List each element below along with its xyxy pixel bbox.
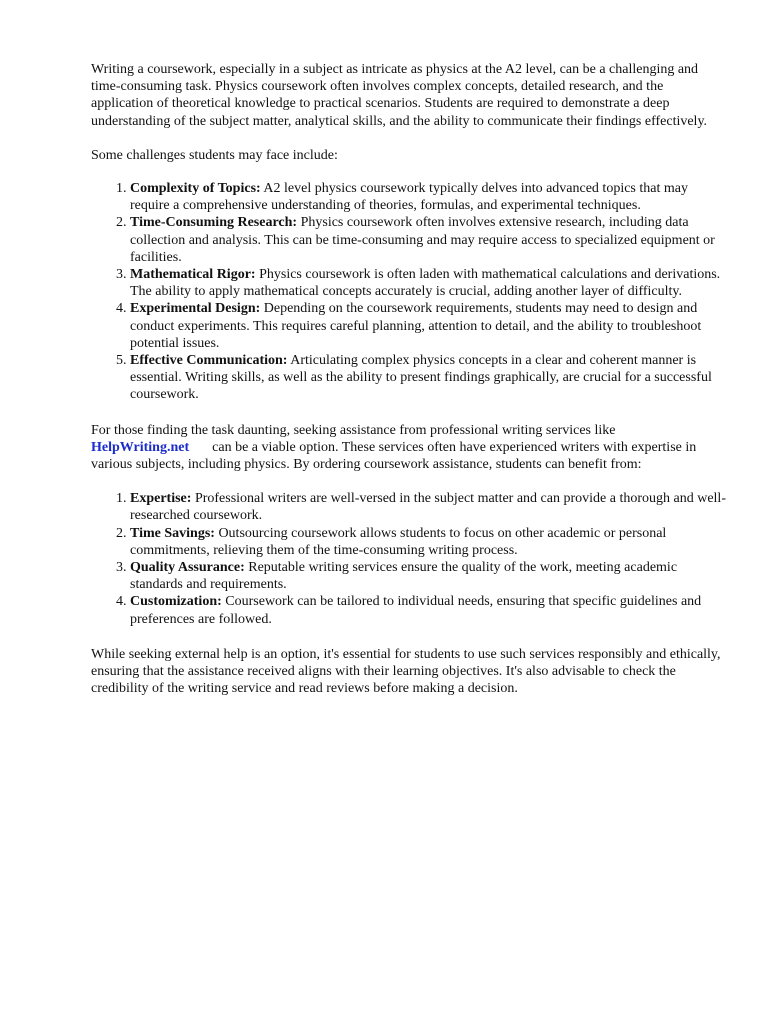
closing-paragraph: While seeking external help is an option, it's essential for students to use such services responsibly and ethically, ensuring that the assistance received aligns with their learning objectives. It's also advisable to check the credibility of the writing service and read reviews before making a decision. xyxy=(91,646,721,697)
benefits-list xyxy=(91,490,730,628)
item-text: Reputable writing services ensure the quality of the work, meeting academic standards and requirements. xyxy=(130,560,678,593)
list-item xyxy=(130,593,730,627)
item-text: Professional writers are well-versed in the subject matter and can provide a thorough and well-researched coursework. xyxy=(130,491,726,524)
item-text: A2 level physics coursework typically delves into advanced topics that may require a comprehensive understanding of theories, formulas, and experimental techniques. xyxy=(130,181,688,214)
list-item xyxy=(130,180,730,214)
list-item xyxy=(130,266,730,300)
list-item xyxy=(130,490,730,524)
assistance-after-text: can be a viable option. These services often have experienced writers with expertise in various subjects, including physics. By ordering coursework assistance, students can benefit from: xyxy=(91,439,697,473)
item-text: Coursework can be tailored to individual needs, ensuring that specific guidelines and preferences are followed. xyxy=(130,594,702,627)
item-title: Effective Communication: xyxy=(130,353,288,369)
item-text: Physics coursework often involves extensive research, including data collection and analysis. This can be time-consuming and may require access to specialized equipment or facilities. xyxy=(130,215,715,265)
challenges-lead: Some challenges students may face include: xyxy=(91,147,338,163)
item-text: Articulating complex physics concepts in a clear and coherent manner is essential. Writing skills, as well as the ability to present findings graphically, are crucial for a successful coursework. xyxy=(130,353,712,403)
item-text: Physics coursework is often laden with mathematical calculations and derivations. The ability to apply mathematical concepts accurately is crucial, adding another layer of difficulty. xyxy=(130,267,721,300)
helpwriting-link[interactable]: HelpWriting.net xyxy=(91,439,190,455)
item-title: Customization: xyxy=(130,594,222,610)
item-title: Time Savings: xyxy=(130,525,215,541)
item-text: Outsourcing coursework allows students to focus on other academic or personal commitments, relieving them of the time-consuming writing process. xyxy=(130,525,667,558)
list-item xyxy=(130,525,730,559)
challenges-list xyxy=(91,180,730,404)
item-title: Expertise: xyxy=(130,491,192,507)
item-title: Complexity of Topics: xyxy=(130,181,261,197)
assistance-paragraph xyxy=(91,422,721,474)
assistance-before-text: For those finding the task daunting, seeking assistance from professional writing services like xyxy=(91,422,616,438)
item-title: Time-Consuming Research: xyxy=(130,215,298,231)
list-item xyxy=(130,559,730,593)
intro-paragraph: Writing a coursework, especially in a subject as intricate as physics at the A2 level, can be a challenging and time-consuming task. Physics coursework often involves complex concepts, detailed research, and the application of theoretical knowledge to practical scenarios. Students are required to demonstrate a deep understanding of the subject matter, analytical skills, and the ability to communicate their findings effectively. xyxy=(91,62,708,129)
item-title: Quality Assurance: xyxy=(130,560,245,576)
item-title: Mathematical Rigor: xyxy=(130,267,256,283)
item-title: Experimental Design: xyxy=(130,301,261,317)
item-text: Depending on the coursework requirements, students may need to design and conduct experiments. This requires careful planning, attention to detail, and the ability to troubleshoot potential issues. xyxy=(130,301,702,351)
list-item xyxy=(130,300,730,352)
list-item xyxy=(130,214,730,266)
list-item xyxy=(130,352,730,404)
